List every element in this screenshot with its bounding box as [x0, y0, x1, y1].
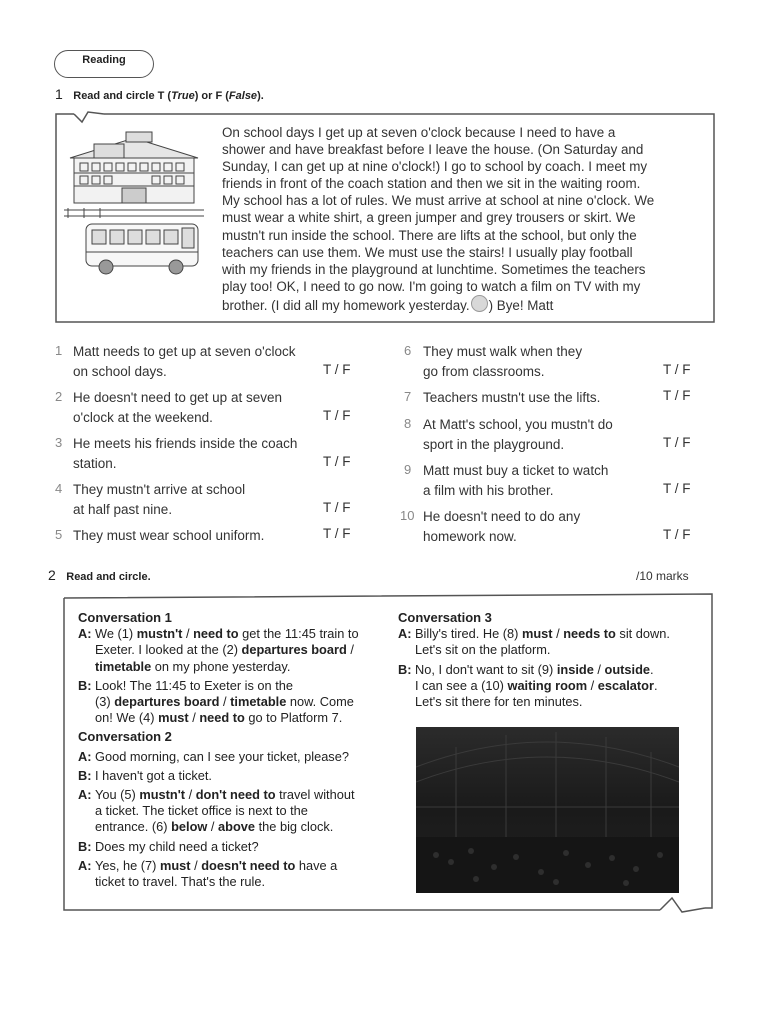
choice-option[interactable]: must [521, 626, 553, 642]
text: the big clock. [255, 819, 334, 835]
choice-option[interactable]: departures board [241, 642, 347, 658]
choice-option[interactable]: departures board [114, 694, 220, 710]
text: go to Platform 7. [244, 710, 343, 726]
question-number: 2 [55, 389, 63, 404]
conversation-2-title: Conversation 2 [78, 729, 172, 745]
question-line: homework now. [423, 528, 517, 544]
passage-line: shower and have breakfast before I leave the house. (On Saturday and [222, 142, 644, 158]
dialogue-line [78, 678, 388, 727]
passage-line: mustn't run inside the school. There are lifts at the school, but only the [222, 227, 637, 243]
instruction-text: Read and circle T ( [73, 90, 172, 102]
true-false-choice[interactable]: T / F [663, 388, 691, 403]
choice-option[interactable]: need to [193, 626, 239, 642]
dialogue-text: Does my child need a ticket? [95, 838, 259, 854]
text: Yes, he (7) [95, 857, 160, 873]
dialogue-line [78, 626, 388, 675]
text: I can see a (10) [415, 677, 508, 693]
passage-line: with my friends in the playground at lunchtime. Sometimes the teachers [222, 261, 646, 277]
marks-label: /10 marks [636, 569, 689, 583]
dialogue-line [398, 626, 708, 658]
question-text [423, 415, 613, 454]
text: Let's sit on the platform. [415, 642, 551, 658]
passage-line: teachers can use them. We must use the stairs! I usually play football [222, 244, 633, 260]
exercise-2-number: 2 [48, 567, 56, 583]
speaker-label: A: [78, 787, 92, 803]
text: No, I don't want to sit (9) [415, 661, 557, 677]
true-false-choice[interactable]: T / F [663, 481, 691, 496]
dialogue-text [95, 858, 337, 890]
true-false-choice[interactable]: T / F [323, 454, 351, 469]
train-station-photo [416, 727, 679, 893]
question-item [400, 388, 700, 415]
text: Look! The 11:45 to Exeter is on the [95, 677, 294, 693]
text: / [593, 661, 605, 677]
text: entrance. (6) [95, 819, 172, 835]
text: You (5) [95, 787, 140, 803]
true-false-choice[interactable]: T / F [663, 435, 691, 450]
question-number: 4 [55, 481, 63, 496]
true-false-choice[interactable]: T / F [323, 362, 351, 377]
passage-line: On school days I get up at seven o'clock because I need to have a [222, 125, 616, 140]
text: have a [295, 857, 338, 873]
text: on my phone yesterday. [151, 658, 291, 674]
text: travel without [275, 787, 355, 803]
text: Billy's tired. He (8) [415, 626, 522, 642]
dialogue-text [95, 787, 355, 836]
text: / [185, 787, 196, 803]
question-text [423, 461, 608, 500]
text: ticket to travel. That's the rule. [95, 874, 266, 890]
conversation-1-title: Conversation 1 [78, 610, 172, 625]
question-text [423, 507, 580, 546]
text: Exeter. I looked at the (2) [95, 642, 242, 658]
dialogue-line [398, 662, 708, 711]
choice-option[interactable]: must [158, 710, 189, 726]
conversations-left-column [78, 610, 388, 890]
instruction-text: ). [257, 90, 264, 102]
exercise-1-instruction [73, 90, 264, 102]
question-line: At Matt's school, you mustn't do [423, 417, 613, 432]
choice-option[interactable]: timetable [230, 694, 287, 710]
speaker-label: B: [78, 838, 92, 854]
choice-option[interactable]: waiting room [507, 677, 588, 693]
question-line: Matt needs to get up at seven o'clock [73, 344, 296, 359]
dialogue-text [95, 626, 359, 675]
text: We (1) [95, 626, 137, 642]
choice-option[interactable]: above [218, 819, 256, 835]
question-line: He meets his friends inside the coach [73, 436, 298, 451]
text: (3) [95, 694, 115, 710]
dialogue-line [78, 768, 388, 784]
true-false-choice[interactable]: T / F [323, 526, 351, 541]
question-item [55, 480, 360, 526]
question-line: They must walk when they [423, 344, 583, 359]
text: . [650, 661, 654, 677]
exercise-2-instruction: Read and circle. [66, 571, 151, 583]
question-line: They mustn't arrive at school [73, 482, 246, 497]
passage-line [222, 295, 702, 314]
question-text [73, 480, 245, 519]
question-text [423, 342, 582, 381]
passage-text: brother. (I did all my homework yesterday. [222, 297, 470, 313]
question-line: on school days. [73, 363, 167, 379]
reading-passage [222, 124, 702, 314]
passage-line: must wear a white shirt, a green jumper and grey trousers or skirt. We [222, 210, 636, 226]
question-text [73, 388, 282, 427]
true-false-choice[interactable]: T / F [663, 362, 691, 377]
dialogue-text [415, 626, 670, 658]
text: / [219, 694, 231, 710]
passage-text: ) Bye! Matt [488, 297, 554, 313]
text: / [182, 626, 194, 642]
question-line: go from classrooms. [423, 363, 545, 379]
choice-option[interactable]: need to [199, 710, 245, 726]
speaker-label: B: [78, 677, 92, 693]
text: sit down. [615, 626, 670, 642]
choice-option[interactable]: mustn't [139, 787, 186, 803]
text: a ticket. The ticket office is next to the [95, 803, 308, 819]
question-number: 10 [400, 508, 415, 523]
choice-option[interactable]: doesn't need to [201, 857, 296, 873]
conversation-3-title: Conversation 3 [398, 610, 492, 625]
passage-line: friends in front of the coach station and then we sit in the waiting room. [222, 176, 641, 192]
question-item [55, 526, 360, 550]
choice-option[interactable]: don't need to [195, 787, 276, 803]
text: / [207, 819, 219, 835]
text: / [587, 677, 598, 693]
question-item [400, 507, 700, 553]
choice-option[interactable]: below [171, 819, 208, 835]
section-label: Reading [82, 54, 126, 66]
true-word: True [171, 90, 195, 102]
question-number: 7 [404, 389, 412, 404]
choice-option[interactable]: inside [556, 661, 594, 677]
passage-line: play too! OK, I need to go now. I'm going to watch a film on TV with my [222, 278, 641, 294]
question-line: He doesn't need to get up at seven [73, 390, 282, 405]
question-number: 3 [55, 435, 63, 450]
text: now. Come [286, 694, 354, 710]
smiley-icon [471, 295, 488, 312]
dialogue-text [415, 662, 658, 711]
question-item [55, 342, 360, 388]
question-text [73, 434, 297, 473]
speaker-label: B: [398, 661, 412, 677]
section-tab-reading [54, 50, 154, 78]
question-number: 1 [55, 343, 63, 358]
text: Let's sit there for ten minutes. [415, 694, 583, 710]
questions-left-column [55, 342, 360, 550]
choice-option[interactable]: timetable [95, 658, 152, 674]
question-text: They must wear school uniform. [73, 528, 265, 543]
true-false-choice[interactable]: T / F [323, 408, 351, 423]
dialogue-line [78, 858, 388, 890]
dialogue-line [78, 839, 388, 855]
false-word: False [228, 90, 258, 102]
choice-option[interactable]: must [159, 857, 191, 873]
dialogue-text: I haven't got a ticket. [95, 767, 212, 783]
question-text [73, 342, 295, 381]
exercise-1-heading [55, 86, 264, 104]
question-line: Matt must buy a ticket to watch [423, 463, 609, 478]
question-line: sport in the playground. [423, 436, 565, 452]
passage-line: Sunday, I can get up at nine o'clock!) I go to school by coach. I meet my [222, 159, 648, 175]
choice-option[interactable]: needs to [563, 626, 616, 642]
question-number: 8 [404, 416, 412, 431]
speaker-label: A: [78, 748, 92, 764]
question-line: station. [73, 455, 117, 471]
question-number: 6 [404, 343, 412, 358]
choice-option[interactable]: outside [604, 661, 651, 677]
exercise-2-heading [48, 567, 151, 585]
question-item [55, 388, 360, 434]
question-line: o'clock at the weekend. [73, 409, 213, 425]
question-item [400, 461, 700, 507]
speaker-label: A: [78, 857, 92, 873]
conversation-3 [398, 610, 708, 710]
question-number: 9 [404, 462, 412, 477]
text: / [346, 642, 354, 658]
question-line: He doesn't need to do any [423, 509, 581, 524]
question-text: Teachers mustn't use the lifts. [423, 390, 601, 405]
true-false-choice[interactable]: T / F [663, 527, 691, 542]
question-item [55, 434, 360, 480]
exercise-1-number: 1 [55, 86, 63, 102]
true-false-choice[interactable]: T / F [323, 500, 351, 515]
passage-line: My school has a lot of rules. We must arrive at school at nine o'clock. We [222, 193, 655, 209]
dialogue-text: Good morning, can I see your ticket, please? [95, 748, 349, 764]
dialogue-text [95, 678, 354, 727]
choice-option[interactable]: escalator [597, 677, 654, 693]
text: / [552, 626, 564, 642]
text: / [188, 710, 200, 726]
question-item [400, 342, 700, 388]
questions-right-column [400, 342, 700, 553]
question-line: at half past nine. [73, 501, 173, 517]
school-and-coach-illustration [64, 128, 214, 278]
dialogue-line [78, 749, 388, 765]
choice-option[interactable]: mustn't [136, 626, 183, 642]
question-number: 5 [55, 527, 63, 542]
text: on! We (4) [95, 710, 159, 726]
text: . [653, 677, 658, 693]
dialogue-line [78, 787, 388, 836]
text: / [190, 857, 202, 873]
text: get the 11:45 train to [238, 626, 359, 642]
speaker-label: B: [78, 767, 92, 783]
question-line: a film with his brother. [423, 482, 554, 498]
instruction-text: ) or F ( [194, 90, 229, 102]
speaker-label: A: [78, 626, 92, 642]
question-item [400, 415, 700, 461]
speaker-label: A: [398, 626, 412, 642]
